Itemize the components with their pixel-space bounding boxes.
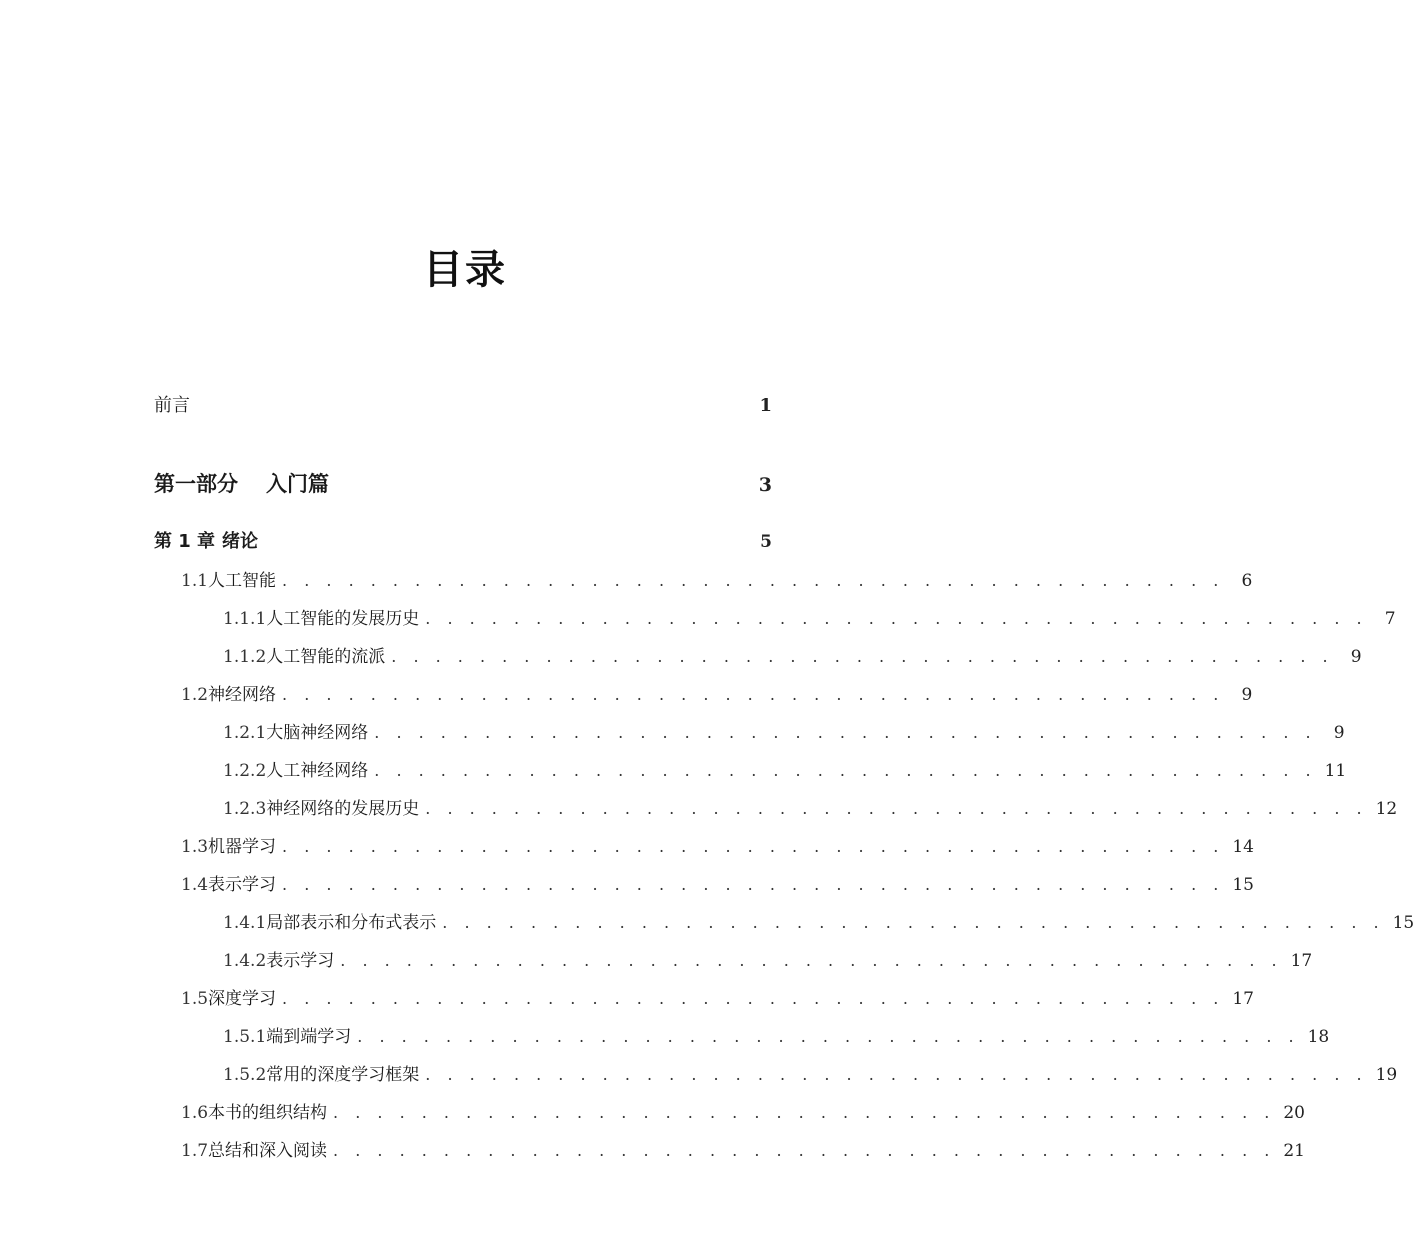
toc-entry-number: 1.2.2 xyxy=(223,761,267,781)
toc-entry-number: 1.5.2 xyxy=(223,1065,267,1085)
dot-leader: . . . . . . . . . . . . . . . . . . . . . . . . . . . . . . . . . . . . . . . . . . . xyxy=(333,1103,1276,1122)
toc-entry-number: 1.1.1 xyxy=(223,609,267,629)
toc-entry-number: 1.4.1 xyxy=(223,913,267,933)
toc-entry-section[interactable] xyxy=(154,680,1253,705)
toc-entry-page: 14 xyxy=(1232,837,1254,857)
toc-entry-title: 总结和深入阅读 xyxy=(208,1141,328,1161)
toc-entry-title: 端到端学习 xyxy=(266,1027,352,1047)
toc-entry-page: 19 xyxy=(1375,1065,1398,1085)
dot-leader: . . . . . . . . . . . . . . . . . . . . . . . . . . . . . . . . . . . . . . . . . . . xyxy=(357,1027,1300,1046)
toc-entry-subsection[interactable] xyxy=(154,756,1347,781)
toc-entry-number: 1.3 xyxy=(181,837,209,857)
toc-entry-number: 1.1.2 xyxy=(223,647,267,667)
toc-entry-section[interactable] xyxy=(154,1098,1305,1123)
toc-entry-preface[interactable] xyxy=(154,391,772,417)
toc-entry-page: 9 xyxy=(1333,723,1345,743)
toc-entry-page: 17 xyxy=(1232,989,1254,1009)
toc-entry-page: 12 xyxy=(1375,799,1398,819)
toc-entry-page: 7 xyxy=(1384,609,1396,629)
toc-entry-page: 18 xyxy=(1307,1027,1330,1047)
toc-entry-number: 1.2 xyxy=(181,685,209,705)
dot-leader: . . . . . . . . . . . . . . . . . . . . . . . . . . . . . . . . . . . . . . . . . . . xyxy=(442,913,1385,932)
dot-leader: . . . . . . . . . . . . . . . . . . . . . . . . . . . . . . . . . . . . . . . . . . . xyxy=(374,761,1317,780)
toc-entry-number: 1.5 xyxy=(181,989,209,1009)
toc-entry-page: 11 xyxy=(1324,761,1347,781)
toc-entry-section[interactable] xyxy=(154,984,1254,1009)
toc-entry-title: 人工神经网络 xyxy=(266,761,369,781)
dot-leader: . . . . . . . . . . . . . . . . . . . . . . . . . . . . . . . . . . . . . . . . . . . xyxy=(425,609,1368,628)
toc-entry-subsection[interactable] xyxy=(154,908,1414,933)
toc-entry-title: 本书的组织结构 xyxy=(208,1103,328,1123)
toc-entry-page: 21 xyxy=(1283,1141,1305,1161)
toc-entry-page: 20 xyxy=(1283,1103,1305,1123)
toc-entry-subsection[interactable] xyxy=(154,1022,1330,1047)
toc-entry-page: 9 xyxy=(1241,685,1253,705)
toc-entry-subsection[interactable] xyxy=(154,642,1362,667)
toc-entry-title: 表示学习 xyxy=(266,951,335,971)
toc-entry-section[interactable] xyxy=(154,1136,1305,1161)
toc-entry-page: 15 xyxy=(1232,875,1254,895)
toc-entry-subsection[interactable] xyxy=(154,794,1398,819)
toc-entry-chapter[interactable] xyxy=(154,527,772,553)
dot-leader: . . . . . . . . . . . . . . . . . . . . . . . . . . . . . . . . . . . . . . . . . . . xyxy=(391,647,1334,666)
dot-leader: . . . . . . . . . . . . . . . . . . . . . . . . . . . . . . . . . . . . . . . . . . . xyxy=(282,989,1225,1008)
dot-leader: . . . . . . . . . . . . . . . . . . . . . . . . . . . . . . . . . . . . . . . . . . . xyxy=(425,799,1368,818)
toc-entry-title: 神经网络的发展历史 xyxy=(266,799,420,819)
toc-entry-title: 绪论 xyxy=(222,531,258,552)
toc-entry-number: 1.6 xyxy=(181,1103,209,1123)
toc-entry-page: 15 xyxy=(1392,913,1414,933)
toc-entry-page: 1 xyxy=(759,395,772,416)
toc-entry-title: 前言 xyxy=(154,395,190,416)
toc-entry-number: 第一部分 xyxy=(154,472,238,496)
toc-entry-title: 入门篇 xyxy=(266,472,329,496)
toc-entry-subsection[interactable] xyxy=(154,604,1396,629)
page-title: 目录 xyxy=(423,247,507,293)
dot-leader: . . . . . . . . . . . . . . . . . . . . . . . . . . . . . . . . . . . . . . . . . . . xyxy=(282,837,1225,856)
toc-entry-part[interactable] xyxy=(154,468,772,498)
toc-entry-subsection[interactable] xyxy=(154,1060,1398,1085)
toc-entry-page: 5 xyxy=(760,532,772,552)
dot-leader: . . . . . . . . . . . . . . . . . . . . . . . . . . . . . . . . . . . . . . . . . . . xyxy=(282,571,1225,590)
toc-entry-page: 17 xyxy=(1290,951,1313,971)
toc-entry-number: 1.7 xyxy=(181,1141,209,1161)
toc-entry-subsection[interactable] xyxy=(154,946,1313,971)
dot-leader: . . . . . . . . . . . . . . . . . . . . . . . . . . . . . . . . . . . . . . . . . . . xyxy=(333,1141,1276,1160)
toc-entry-number: 1.4.2 xyxy=(223,951,267,971)
dot-leader: . . . . . . . . . . . . . . . . . . . . . . . . . . . . . . . . . . . . . . . . . . . xyxy=(340,951,1283,970)
toc-entry-page: 6 xyxy=(1241,571,1253,591)
dot-leader: . . . . . . . . . . . . . . . . . . . . . . . . . . . . . . . . . . . . . . . . . . . xyxy=(282,685,1225,704)
dot-leader: . . . . . . . . . . . . . . . . . . . . . . . . . . . . . . . . . . . . . . . . . . . xyxy=(425,1065,1368,1084)
toc-entry-number: 1.5.1 xyxy=(223,1027,267,1047)
toc-entry-title: 表示学习 xyxy=(208,875,277,895)
toc-entry-number: 1.1 xyxy=(181,571,209,591)
toc-entry-title: 局部表示和分布式表示 xyxy=(266,913,437,933)
toc-entry-title: 人工智能的流派 xyxy=(266,647,386,667)
toc-entry-page: 9 xyxy=(1350,647,1362,667)
toc-entry-number: 1.4 xyxy=(181,875,209,895)
toc-entry-title: 机器学习 xyxy=(208,837,277,857)
toc-entry-title: 人工智能的发展历史 xyxy=(266,609,420,629)
toc-entry-number: 1.2.1 xyxy=(223,723,267,743)
toc-entry-subsection[interactable] xyxy=(154,718,1345,743)
toc-entry-number: 1.2.3 xyxy=(223,799,267,819)
dot-leader: . . . . . . . . . . . . . . . . . . . . . . . . . . . . . . . . . . . . . . . . . . . xyxy=(282,875,1225,894)
toc-entry-title: 神经网络 xyxy=(208,685,277,705)
toc-entry-page: 3 xyxy=(758,474,772,496)
toc-entry-section[interactable] xyxy=(154,566,1253,591)
toc-entry-section[interactable] xyxy=(154,832,1254,857)
toc-entry-title: 大脑神经网络 xyxy=(266,723,369,743)
dot-leader: . . . . . . . . . . . . . . . . . . . . . . . . . . . . . . . . . . . . . . . . . . . xyxy=(374,723,1317,742)
toc-entry-title: 深度学习 xyxy=(208,989,277,1009)
toc-entry-title: 人工智能 xyxy=(208,571,277,591)
toc-entry-section[interactable] xyxy=(154,870,1254,895)
toc-entry-number: 第 1 章 xyxy=(154,531,216,552)
toc-entry-title: 常用的深度学习框架 xyxy=(266,1065,420,1085)
